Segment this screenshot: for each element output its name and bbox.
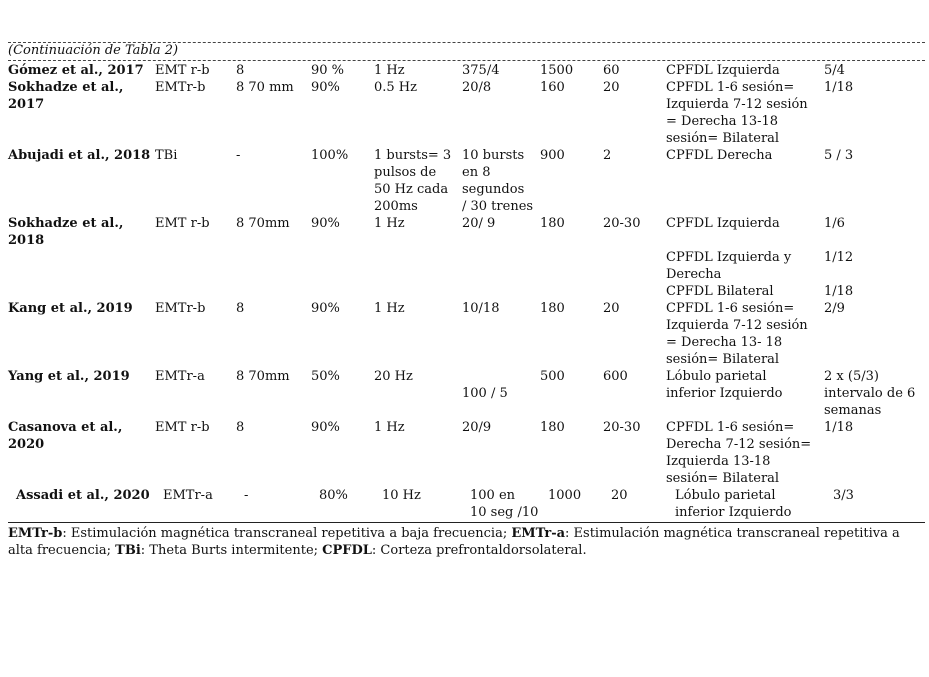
footnote-term: EMTr-b	[8, 526, 63, 541]
cell-area: Derecha	[666, 267, 722, 282]
cell-min: 20	[603, 80, 620, 95]
cell-min: 20	[611, 488, 628, 503]
cell-area: Lóbulo parietal	[675, 488, 776, 503]
cell-pulses: 180	[540, 301, 565, 316]
cell-intensity: 80%	[319, 488, 348, 503]
cell-intensity: 90%	[311, 80, 340, 95]
footnote-term: EMTr-a	[511, 526, 566, 541]
cell-trains: 375/4	[462, 63, 500, 78]
cell-sessions: 2/9	[824, 301, 845, 316]
footnote-def: : Estimulación magnética transcraneal repetitiva a alta frecuencia;	[8, 526, 900, 558]
cell-area: CPFDL Derecha	[666, 148, 773, 163]
cell-coil: 8 70mm	[236, 369, 290, 384]
cell-intensity: 50%	[311, 369, 340, 384]
cell-freq: 10 Hz	[382, 488, 421, 503]
table-footnote	[8, 525, 913, 559]
cell-area: Izquierda 7-12 sesión	[666, 97, 808, 112]
cell-freq: 1 Hz	[374, 216, 405, 231]
cell-sessions: 1/18	[824, 80, 854, 95]
cell-trains: / 30 trenes	[462, 199, 534, 214]
cell-area: Lóbulo parietal	[666, 369, 767, 384]
cell-freq: 1 Hz	[374, 63, 405, 78]
cell-author: Gómez et al., 2017	[8, 63, 144, 78]
footnote-def: : Corteza prefrontaldorsolateral.	[371, 543, 587, 558]
cell-min: 20	[603, 301, 620, 316]
cell-freq: 1 bursts= 3	[374, 148, 452, 163]
cell-area: Izquierda 13-18	[666, 454, 771, 469]
cell-area: inferior Izquierdo	[666, 386, 783, 401]
cell-trains: 10 bursts	[462, 148, 525, 163]
cell-sessions: 1/6	[824, 216, 845, 231]
cell-area: Izquierda 7-12 sesión	[666, 318, 808, 333]
cell-author: Casanova et al.,	[8, 420, 123, 435]
continuation-label: (Continuación de Tabla 2)	[8, 43, 179, 58]
header-dashed-rule	[8, 60, 925, 61]
cell-intensity: 90%	[311, 420, 340, 435]
cell-author: Kang et al., 2019	[8, 301, 133, 316]
bottom-solid-rule	[8, 522, 925, 523]
cell-pulses: 900	[540, 148, 565, 163]
cell-freq: 20 Hz	[374, 369, 413, 384]
footnote-term: TBi	[115, 543, 141, 558]
footnote-def: : Theta Burts intermitente;	[140, 543, 323, 558]
cell-author: Sokhadze et al.,	[8, 80, 124, 95]
cell-sessions: 1/18	[824, 420, 854, 435]
cell-type: EMT r-b	[155, 420, 210, 435]
cell-coil: 8 70mm	[236, 216, 290, 231]
cell-sessions: 5 / 3	[824, 148, 854, 163]
cell-sessions: 5/4	[824, 63, 845, 78]
cell-min: 20-30	[603, 420, 641, 435]
cell-freq: 0.5 Hz	[374, 80, 417, 95]
cell-trains: segundos	[462, 182, 525, 197]
cell-type: EMTr-a	[155, 369, 205, 384]
cell-type: EMT r-b	[155, 216, 210, 231]
cell-author: 2018	[8, 233, 45, 248]
cell-trains: 100 en	[470, 488, 516, 503]
cell-area: CPFDL 1-6 sesión=	[666, 80, 795, 95]
cell-area: inferior Izquierdo	[675, 505, 792, 520]
cell-trains: en 8	[462, 165, 491, 180]
cell-author: Abujadi et al., 2018	[8, 148, 151, 163]
cell-area: sesión= Bilateral	[666, 352, 780, 367]
cell-min: 600	[603, 369, 628, 384]
cell-area: CPFDL Izquierda	[666, 63, 780, 78]
cell-min: 2	[603, 148, 612, 163]
cell-area: sesión= Bilateral	[666, 131, 780, 146]
cell-freq: pulsos de	[374, 165, 437, 180]
cell-intensity: 100%	[311, 148, 349, 163]
cell-type: EMT r-b	[155, 63, 210, 78]
cell-sessions: 2 x (5/3)	[824, 369, 879, 384]
cell-sessions: intervalo de 6	[824, 386, 916, 401]
cell-intensity: 90%	[311, 216, 340, 231]
cell-freq: 200ms	[374, 199, 418, 214]
footnote-term: CPFDL	[322, 543, 372, 558]
cell-type: EMTr-a	[163, 488, 213, 503]
cell-area: CPFDL Izquierda	[666, 216, 780, 231]
cell-min: 60	[603, 63, 620, 78]
cell-pulses: 1000	[548, 488, 582, 503]
cell-area: CPFDL Bilateral	[666, 284, 774, 299]
cell-type: EMTr-b	[155, 301, 206, 316]
cell-area: sesión= Bilateral	[666, 471, 780, 486]
cell-pulses: 500	[540, 369, 565, 384]
cell-min: 20-30	[603, 216, 641, 231]
cell-type: TBi	[155, 148, 178, 163]
cell-author: 2020	[8, 437, 45, 452]
cell-sessions: 1/12	[824, 250, 854, 265]
cell-author: 2017	[8, 97, 45, 112]
cell-coil: 8	[236, 301, 245, 316]
cell-coil: 8	[236, 420, 245, 435]
cell-area: CPFDL 1-6 sesión=	[666, 301, 795, 316]
cell-sessions: semanas	[824, 403, 882, 418]
footnote-def: : Estimulación magnética transcraneal repetitiva a baja frecuencia;	[62, 526, 512, 541]
cell-author: Assadi et al., 2020	[16, 488, 150, 503]
cell-pulses: 160	[540, 80, 565, 95]
cell-freq: 1 Hz	[374, 420, 405, 435]
cell-coil: 8	[236, 63, 245, 78]
cell-intensity: 90 %	[311, 63, 345, 78]
cell-trains: 10/18	[462, 301, 500, 316]
cell-sessions: 3/3	[833, 488, 854, 503]
cell-area: CPFDL Izquierda y	[666, 250, 792, 265]
cell-trains: 10 seg /10	[470, 505, 539, 520]
cell-author: Yang et al., 2019	[8, 369, 130, 384]
cell-area: Derecha 7-12 sesión=	[666, 437, 812, 452]
cell-coil: -	[244, 488, 249, 503]
cell-area: CPFDL 1-6 sesión=	[666, 420, 795, 435]
cell-pulses: 180	[540, 216, 565, 231]
cell-trains: 100 / 5	[462, 386, 508, 401]
cell-freq: 1 Hz	[374, 301, 405, 316]
cell-area: = Derecha 13-18	[666, 114, 779, 129]
cell-pulses: 1500	[540, 63, 574, 78]
cell-trains: 20/ 9	[462, 216, 496, 231]
cell-freq: 50 Hz cada	[374, 182, 449, 197]
cell-trains: 20/8	[462, 80, 492, 95]
cell-coil: -	[236, 148, 241, 163]
cell-author: Sokhadze et al.,	[8, 216, 124, 231]
cell-intensity: 90%	[311, 301, 340, 316]
cell-area: = Derecha 13- 18	[666, 335, 783, 350]
cell-trains: 20/9	[462, 420, 492, 435]
cell-pulses: 180	[540, 420, 565, 435]
cell-sessions: 1/18	[824, 284, 854, 299]
cell-type: EMTr-b	[155, 80, 206, 95]
cell-coil: 8 70 mm	[236, 80, 294, 95]
